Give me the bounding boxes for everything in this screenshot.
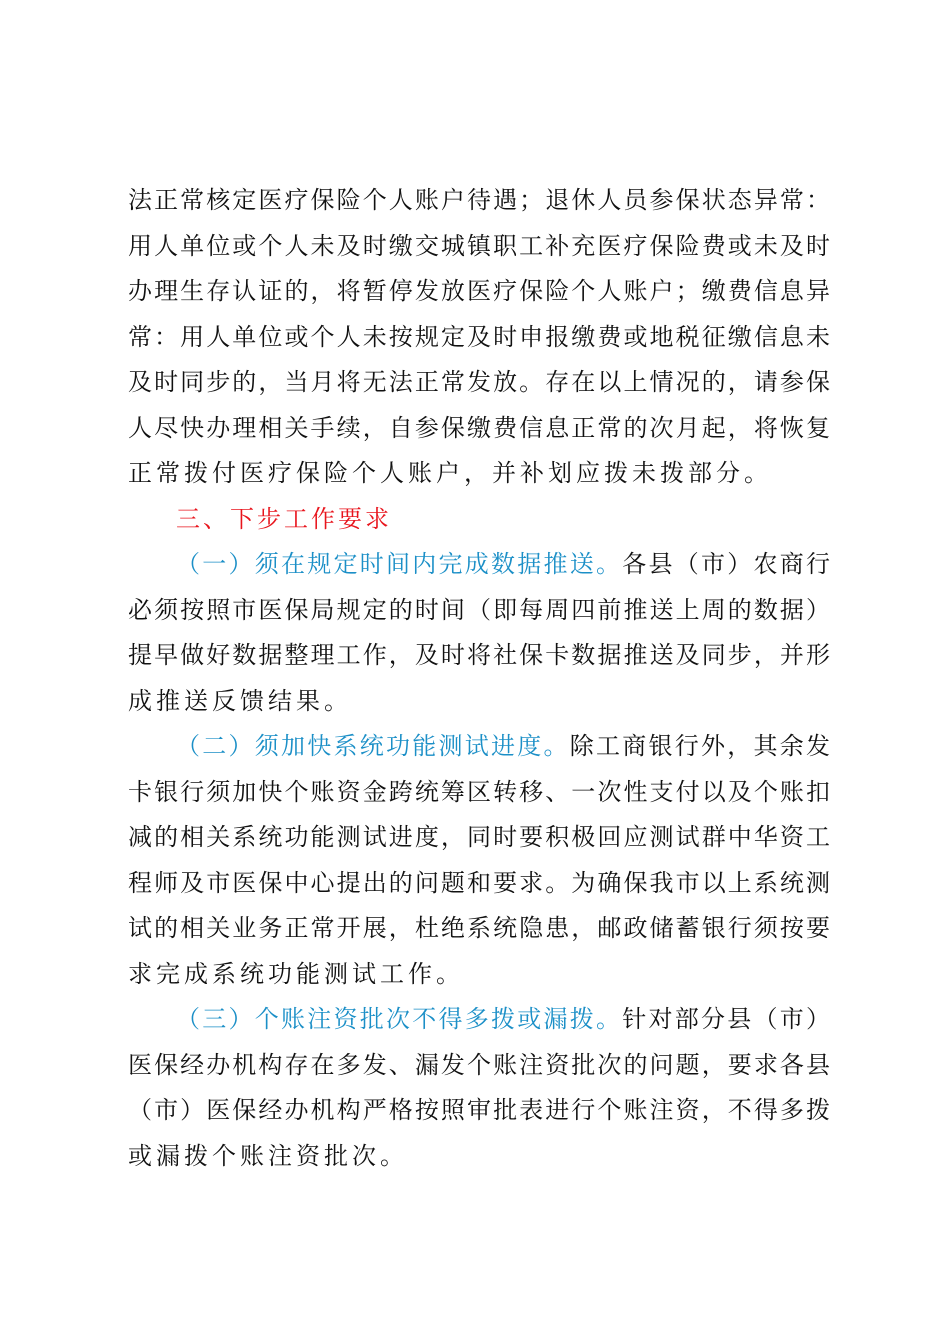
item-subheading: （三）个账注资批次不得多拨或漏拨。 <box>176 1005 623 1033</box>
text-line: 正常拨付医疗保险个人账户，并补划应拨未拨部分。 <box>128 459 772 487</box>
paragraph-item-2 <box>128 724 830 997</box>
text-line: 及时同步的，当月将无法正常发放。存在以上情况的，请参保 <box>128 368 830 396</box>
text-line: 用人单位或个人未及时缴交城镇职工补充医疗保险费或未及时 <box>128 231 830 260</box>
text-line: 提早做好数据整理工作，及时将社保卡数据推送及同步，并形 <box>128 641 830 669</box>
text-line <box>128 542 830 588</box>
text-line: 或漏拨个账注资批次。 <box>128 1141 408 1170</box>
item-subheading: （二）须加快系统功能测试进度。 <box>176 732 570 760</box>
text-line <box>128 724 830 770</box>
item-subheading: （一）须在规定时间内完成数据推送。 <box>176 550 623 578</box>
document-page <box>128 178 830 1179</box>
text-line: 程师及市医保中心提出的问题和要求。为确保我市以上系统测 <box>128 868 830 897</box>
paragraph-item-1 <box>128 542 830 724</box>
paragraph-account-status <box>128 178 830 497</box>
text-line: 必须按照市医保局规定的时间（即每周四前推送上周的数据） <box>128 595 830 624</box>
text-line: 试的相关业务正常开展，杜绝系统隐患，邮政储蓄银行须按要 <box>128 914 830 942</box>
item-text: 针对部分县（市） <box>622 1005 830 1033</box>
text-line: 成推送反馈结果。 <box>128 686 352 715</box>
text-line <box>128 997 830 1043</box>
text-line: 减的相关系统功能测试进度，同时要积极回应测试群中华资工 <box>128 823 830 851</box>
text-line: 医保经办机构存在多发、漏发个账注资批次的问题，要求各县 <box>128 1050 830 1079</box>
text-line: 卡银行须加快个账资金跨统筹区转移、一次性支付以及个账扣 <box>128 777 830 806</box>
item-text: 各县（市）农商行 <box>622 550 830 578</box>
text-line: 办理生存认证的，将暂停发放医疗保险个人账户；缴费信息异 <box>128 277 830 305</box>
text-line: （市）医保经办机构严格按照审批表进行个账注资，不得多拨 <box>128 1096 830 1124</box>
text-line: 人尽快办理相关手续，自参保缴费信息正常的次月起，将恢复 <box>128 413 830 442</box>
text-line: 常：用人单位或个人未按规定及时申报缴费或地税征缴信息未 <box>128 322 830 351</box>
paragraph-item-3 <box>128 997 830 1179</box>
item-text: 除工商银行外，其余发 <box>569 732 830 760</box>
section-heading: 三、下步工作要求 <box>176 504 392 533</box>
text-line: 求完成系统功能测试工作。 <box>128 959 464 988</box>
text-line: 法正常核定医疗保险个人账户待遇；退休人员参保状态异常： <box>128 186 830 214</box>
